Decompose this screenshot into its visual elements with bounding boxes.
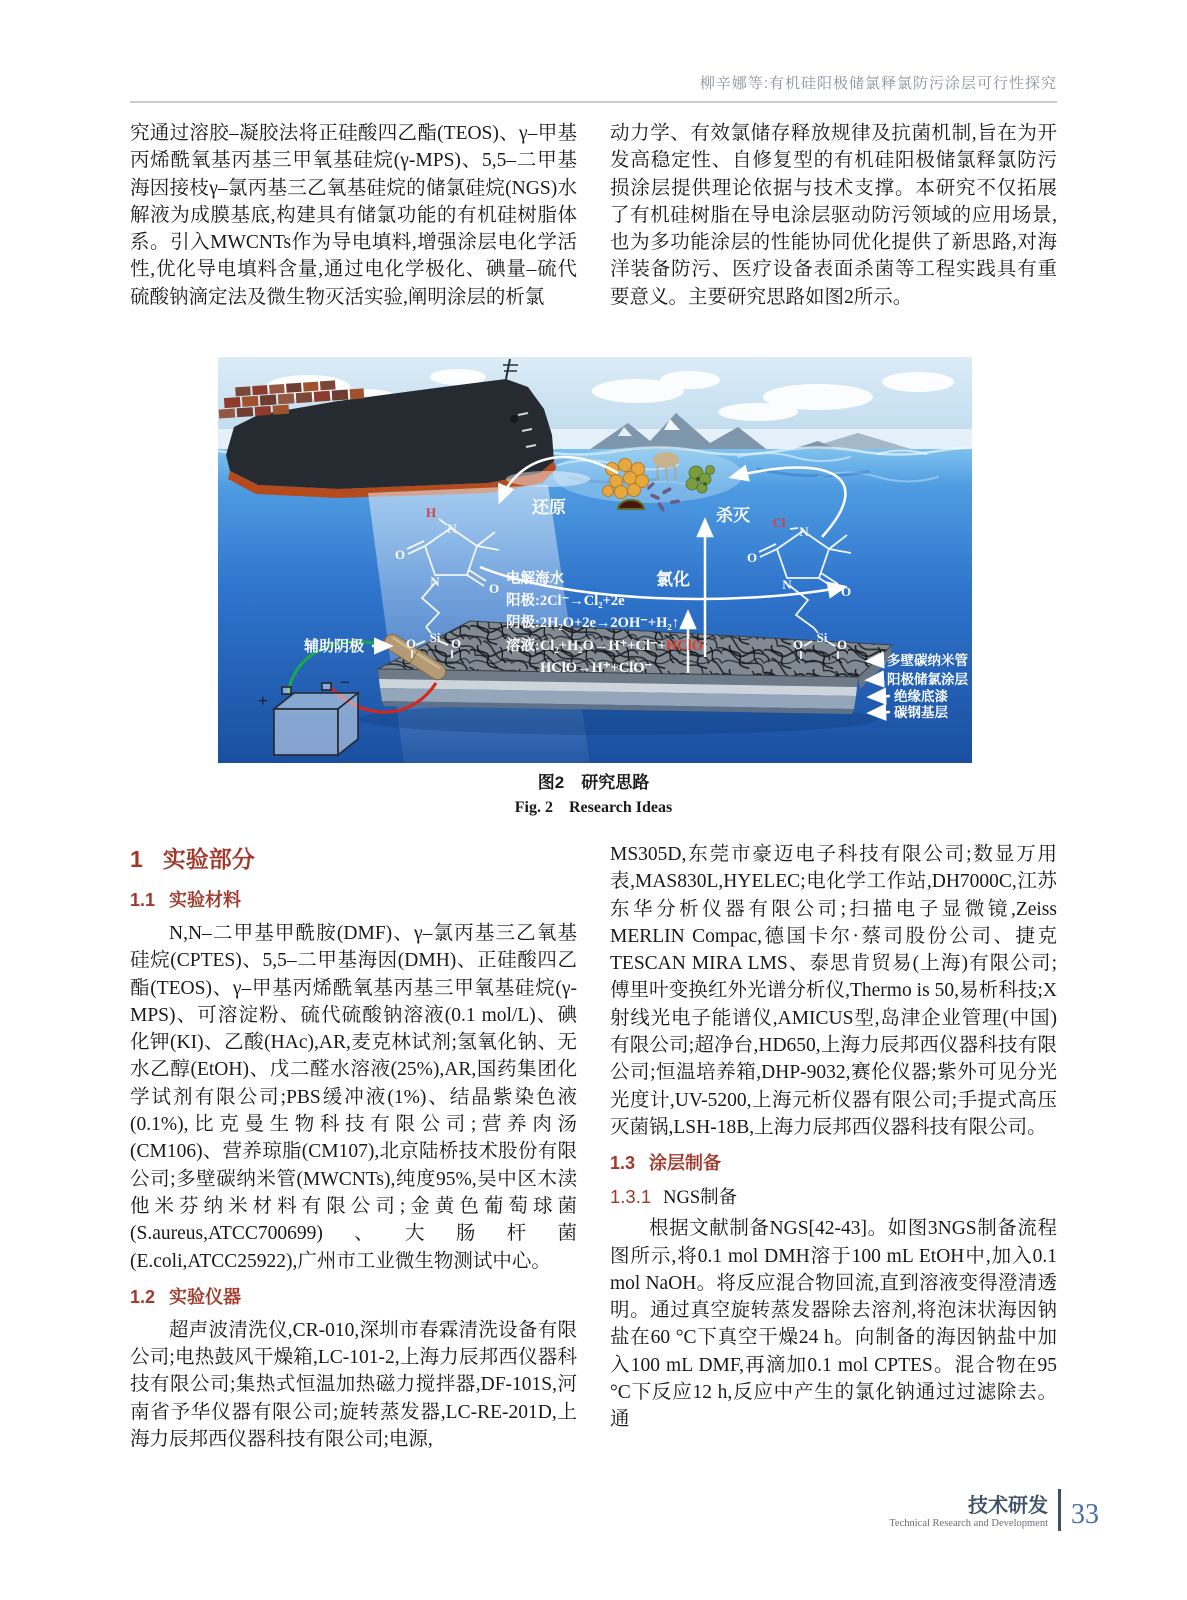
atom-cl-label: Cl [772, 515, 786, 530]
atom-o-label: O [840, 584, 852, 599]
intro-left-paragraph: 究通过溶胶–凝胶法将正硅酸四乙酯(TEOS)、γ–甲基丙烯酰氧基丙基三甲氧基硅烷(γ-MPS)、5,5–二甲基海因接枝γ–氯丙基三乙氧基硅烷的储氯硅烷(NGS)水解液为成膜基底,构建具有储氯功能的有机硅树脂体系。引入MWCNTs作为导电填料,增强涂层电化学活性,优化导电填料含量,通过电化学极化、碘量–硫代硫酸钠滴定法及微生物灭活实验,阐明涂层的析氯 [130, 123, 577, 308]
section-1-1-title: 实验材料 [169, 890, 242, 910]
equation-solution-hclo: HClO [666, 638, 704, 654]
section-1-2-number: 1.2 [130, 1286, 156, 1307]
section-1-number: 1 [130, 846, 143, 872]
section-1-3-1-number: 1.3.1 [610, 1186, 652, 1208]
atom-n-label: N [447, 521, 457, 536]
figure-caption-en: Fig. 2 Research Ideas [514, 799, 673, 816]
equation-title: 电解海水 [506, 571, 564, 587]
label-kill: 杀灭 [716, 506, 750, 525]
atom-n-label: N [782, 577, 792, 592]
atom-si-label: Si [816, 630, 828, 645]
section-1-1-number: 1.1 [130, 890, 156, 910]
materials-paragraph: N,N–二甲基甲酰胺(DMF)、γ–氯丙基三乙氧基硅烷(CPTES)、5,5–二甲基海因(DMH)、正硅酸四乙酯(TEOS)、γ–甲基丙烯酰氧基丙基三甲氧基硅烷(γ-MPS)、可溶淀粉、硫代硫酸钠溶液(0.1 mol/L)、碘化钾(KI)、乙酸(HAc),AR,麦克林试剂;氢氧化钠、无水乙醇(EtOH)、戊二醛水溶液(25%),AR,国药集团化学试剂有限公司;PBS缓冲液(1%)、结晶紫染色液(0.1%),比克曼生物科技有限公司;营养肉汤(CM106)、营养琼脂(CM107),北京陆桥技术股份有限公司;多壁碳纳米管(MWCNTs),纯度95%,吴中区木渎他米芬纳米材料有限公司;金黄色葡萄球菌(S.aureus,ATCC700699)、大肠杆菌(E.coli,ATCC25922),广州市工业微生物测试中心。 [130, 923, 577, 1272]
section-1-3-heading [610, 1149, 1057, 1175]
section-1-2-heading [130, 1283, 577, 1309]
atom-n-label: N [799, 524, 809, 539]
section-1-3-number: 1.3 [610, 1153, 636, 1174]
label-steel-layer: 碳钢基层 [894, 705, 948, 720]
atom-o-label: O [394, 547, 406, 562]
atom-o-label: O [792, 637, 804, 652]
atom-o-label: O [836, 637, 848, 652]
section-1-1-heading [130, 886, 577, 912]
footer-section-names [889, 1495, 1048, 1531]
equation-solution: 溶液:Cl₂+H₂O→H⁺+Cl⁻+ [506, 638, 666, 654]
atom-o-label: O [488, 581, 500, 596]
intro-right-paragraph: 动力学、有效氯储存释放规律及抗菌机制,旨在为开发高稳定性、自修复型的有机硅阳极储氯释氯防污损涂层提供理论依据与技术支撑。本研究不仅拓展了有机硅树脂在导电涂层驱动防污领域的应用场景,也为多功能涂层的性能协同优化提供了新思路,对海洋装备防污、医疗设备表面杀菌等工程实践具有重要意义。主要研究思路如图2所示。 [610, 123, 1057, 308]
section-1-3-1-heading [610, 1183, 1057, 1209]
label-coating-layer: 阳极储氯涂层 [887, 672, 968, 687]
running-head: 柳辛娜等:有机硅阳极储氯释氯防污涂层可行性探究 [699, 75, 1057, 92]
instruments-paragraph-left: 超声波清洗仪,CR-010,深圳市春霖清洗设备有限公司;电热鼓风干燥箱,LC-101-2,上海力辰邦西仪器科技有限公司;集热式恒温加热磁力搅拌器,DF-101S,河南省予华仪器有限公司;旋转蒸发器,LC-RE-201D,上海力辰邦西仪器科技有限公司;电源, [130, 1319, 577, 1451]
section-1-2-title: 实验仪器 [169, 1286, 242, 1307]
equation-cathode: 阴极:2H₂O+2e→2OH⁻+H₂↑ [506, 615, 680, 631]
atom-o-label: O [405, 636, 417, 651]
intro-left-column [130, 120, 577, 311]
header-divider [130, 101, 1057, 103]
battery [274, 683, 358, 755]
footer-section-cn: 技术研发 [968, 1495, 1048, 1517]
atom-o-label: O [746, 550, 758, 565]
label-chlorination: 氯化 [656, 570, 690, 589]
atom-si-label: Si [429, 630, 441, 645]
instruments-paragraph-right: MS305D,东莞市豪迈电子科技有限公司;数显万用表,MAS830L,HYELEC;电化学工作站,DH7000C,江苏东华分析仪器有限公司;扫描电子显微镜,Zeiss MERLIN Compac,德国卡尔·蔡司股份公司、捷克TESCAN MIRA LMS、泰思肯贸易(上海)有限公司;傅里叶变换红外光谱分析仪,Thermo is 50,易析科技;X射线光电子能谱仪,AMICUS型,岛津企业管理(中国)有限公司;超净台,HD650,上海力辰邦西仪器科技有限公司;恒温培养箱,DHP-9032,赛伦仪器;紫外可见分光光度计,UV-5200,上海元析仪器有限公司;手提式高压灭菌锅,LSH-18B,上海力辰邦西仪器科技有限公司。 [610, 844, 1057, 1138]
equation-hclo: HClO→H⁺+ClO⁻ [540, 660, 653, 676]
anchor-port [510, 415, 518, 423]
section-1-3-title: 涂层制备 [649, 1153, 722, 1174]
section-1-heading [130, 841, 577, 874]
label-aux-cathode: 辅助阴极 [304, 638, 365, 655]
section-1-3-1-title: NGS制备 [663, 1188, 738, 1209]
section-right-column [610, 841, 1057, 1434]
page-footer [889, 1489, 1099, 1531]
footer-divider-bar [1058, 1489, 1061, 1531]
section-left-column [130, 841, 577, 1453]
intro-right-column [610, 120, 1057, 311]
equation-anode: 阳极:2Cl⁻→Cl₂+2e [506, 593, 625, 609]
atom-h-label: H [425, 505, 437, 520]
label-primer-layer: 绝缘底漆 [894, 689, 948, 704]
footer-section-en: Technical Research and Development [889, 1518, 1048, 1529]
page-number: 33 [1071, 1499, 1099, 1530]
label-mwcnt-layer: 多壁碳纳米管 [887, 653, 968, 668]
ngs-preparation-paragraph: 根据文献制备NGS[42-43]。如图3NGS制备流程图所示,将0.1 mol DMH溶于100 mL EtOH中,加入0.1 mol NaOH。将反应混合物回流,直到溶液变得澄清透明。通过真空旋转蒸发器除去溶剂,将泡沫状海因钠盐在60 °C下真空干燥24 h。向制备的海因钠盐中加入100 mL DMF,再滴加0.1 mol CPTES。混合物在95 °C下反应12 h,反应中产生的氯化钠通过过滤除去。通 [610, 1218, 1057, 1431]
battery-minus-label: − [340, 673, 350, 692]
figure-caption-cn: 图2 研究思路 [537, 773, 650, 792]
atom-o-label: O [450, 636, 462, 651]
battery-plus-label: + [258, 691, 268, 710]
figure-2-research-ideas [218, 357, 972, 763]
atom-n-label: N [430, 574, 440, 589]
section-1-title: 实验部分 [162, 846, 255, 872]
label-reduction: 还原 [532, 498, 566, 517]
figure-2-illustration [218, 357, 972, 763]
